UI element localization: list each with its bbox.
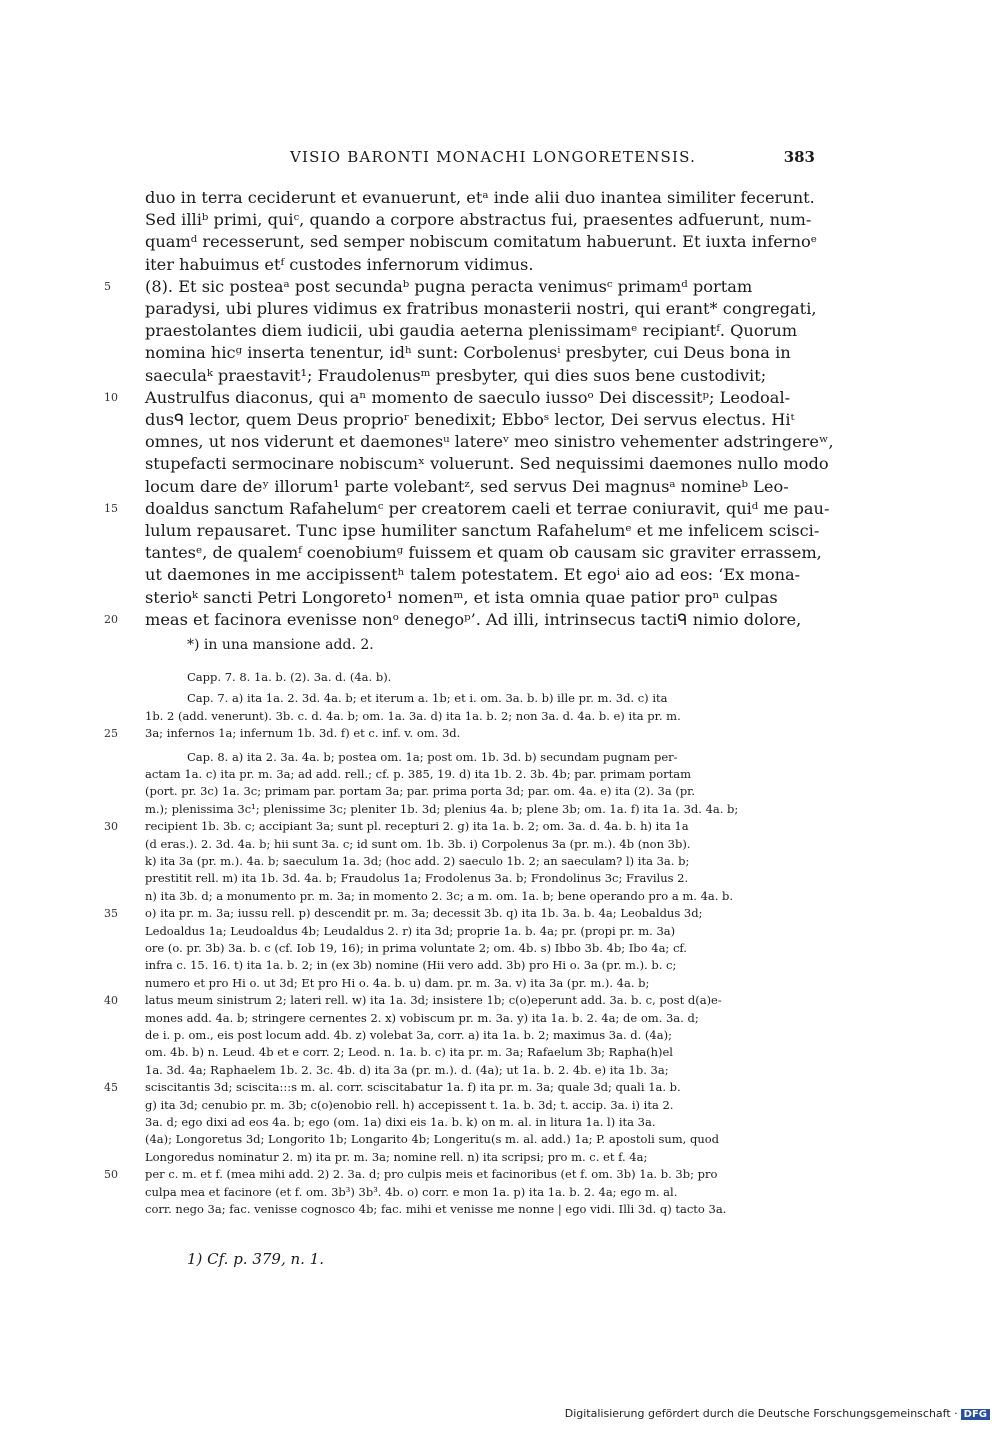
line-text: sterioᵏ sancti Petri Longoreto¹ nomenᵐ, et ista omnia quae patior proⁿ culpas (145, 587, 778, 607)
line-text: (8). Et sic posteaᵃ post secundaᵇ pugna peracta venimusᶜ primamᵈ portam (145, 276, 753, 296)
line-text: Austrulfus diaconus, qui aⁿ momento de saeculo iussoᵒ Dei discessitᵖ; Leodoal- (145, 387, 791, 407)
apparatus-text: mones add. 4a. b; stringere cernentes 2. x) vobiscum pr. m. 3a. y) ita 1a. b. 2. 4a; de om. 3a. d; (145, 1010, 699, 1025)
apparatus-text: o) ita pr. m. 3a; iussu rell. p) descendit pr. m. 3a; decessit 3b. q) ita 1b. 3a. b. 4a; Leobaldus 3d; (145, 906, 703, 921)
apparatus-text: sciscitantis 3d; sciscita:::s m. al. corr. sciscitabatur 1a. f) ita pr. m. 3a; quale 3d; quali 1a. b. (145, 1080, 681, 1095)
apparatus-text: Capp. 7. 8. 1a. b. (2). 3a. d. (4a. b). (187, 670, 392, 684)
line-number: 35 (104, 907, 118, 921)
line-text: nomina hicᵍ inserta tenentur, idʰ sunt: Corbolenusⁱ presbyter, cui Deus bona in (145, 343, 791, 363)
apparatus-text: (4a); Longoretus 3d; Longorito 1b; Longarito 4b; Longeritu(s m. al. add.) 1a; P. apostoli sum, quod (145, 1132, 720, 1147)
apparatus-text: 3a. d; ego dixi ad eos 4a. b; ego (om. 1a) dixi eis 1a. b. k) on m. al. in litura 1a. l) ita 3a. (145, 1115, 656, 1129)
apparatus-text: recipient 1b. 3b. c; accipiant 3a; sunt pl. recepturi 2. g) ita 1a. b. 2; om. 3a. d. 4a. b. h) ita 1a (145, 819, 689, 834)
line-text: praestolantes diem iudicii, ubi gaudia aeterna plenissimamᵉ recipiantᶠ. Quorum (145, 321, 798, 341)
apparatus-text: k) ita 3a (pr. m.). 4a. b; saeculum 1a. 3d; (hoc add. 2) saeculo 1b. 2; an saeculam? l) ita 3a. b; (145, 854, 690, 868)
line-text: quamᵈ recesserunt, sed semper nobiscum comitatum habuerunt. Et iuxta infernoᵉ (145, 232, 818, 252)
apparatus-text: (d eras.). 2. 3d. 4a. b; hii sunt 3a. c; id sunt om. 1b. 3b. i) Corpolenus 3a (pr. m.). 4b (non 3b). (145, 836, 691, 851)
line-number: 50 (104, 1168, 118, 1182)
apparatus-text: g) ita 3d; cenubio pr. m. 3b; c(o)enobio rell. h) accepissent t. 1a. b. 3d; t. accip. 3a. i) ita 2. (145, 1097, 674, 1112)
line-text: ut daemones in me accipissentʰ talem potestatem. Et egoⁱ aio ad eos: ‘Ex mona- (145, 565, 801, 585)
line-text: lulum repausaret. Tunc ipse humiliter sanctum Rafahelumᵉ et me infelicem scisci- (145, 521, 820, 540)
line-number: 10 (104, 390, 118, 404)
page-number: 383 (783, 148, 815, 166)
line-text: tantesᵉ, de qualemᶠ coenobiumᵍ fuissem et quam ob causam sic graviter errassem, (145, 543, 822, 563)
apparatus-text: Ledoaldus 1a; Leudoaldus 4b; Leudaldus 2. r) ita 3d; proprie 1a. b. 4a; pr. (propi pr. m. 3a) (145, 923, 676, 938)
line-text: doaldus sanctum Rafahelumᶜ per creatorem caeli et terrae coniuravit, quiᵈ me pau- (145, 498, 830, 518)
apparatus-text: 3a; infernos 1a; infernum 1b. 3d. f) et c. inf. v. om. 3d. (145, 726, 461, 741)
apparatus-text: prestitit rell. m) ita 1b. 3d. 4a. b; Fraudolus 1a; Frodolenus 3a. b; Frondolinus 3c; Fravilus 2. (145, 871, 689, 886)
line-number: 45 (104, 1081, 118, 1095)
line-text: duo in terra ceciderunt et evanuerunt, etᵃ inde alii duo inantea similiter fecerunt. (145, 188, 815, 207)
apparatus-text: actam 1a. c) ita pr. m. 3a; ad add. rell.; cf. p. 385, 19. d) ita 1b. 2. 3b. 4b; par. primam portam (145, 767, 692, 781)
apparatus-text: 1a. 3d. 4a; Raphaelem 1b. 2. 3c. 4b. d) ita 3a (pr. m.). d. (4a); ut 1a. b. 2. 4b. e) ita 1b. 3a; (145, 1062, 669, 1077)
apparatus-text: infra c. 15. 16. t) ita 1a. b. 2; in (ex 3b) nomine (Hii vero add. 3b) pro Hi o. 3a (pr. m.). b. c; (145, 958, 677, 973)
line-number: 15 (104, 501, 118, 515)
apparatus-text: de i. p. om., eis post locum add. 4b. z) volebat 3a, corr. a) ita 1a. b. 2; maximus 3a. d. (4a); (145, 1028, 672, 1042)
apparatus-text: culpa mea et facinore (et f. om. 3b³) 3b³. 4b. o) corr. e mon 1a. p) ita 1a. b. 2. 4a; ego m. al. (145, 1184, 678, 1199)
line-text: locum dare deʸ illorum¹ parte volebantᶻ, sed servus Dei magnusᵃ nomineᵇ Leo- (145, 476, 789, 496)
footer-credit (565, 1407, 990, 1420)
line-text: paradysi, ubi plures vidimus ex fratribus monasterii nostri, qui erant* congregati, (145, 299, 817, 318)
footer-text: Digitalisierung gefördert durch die Deutsche Forschungsgemeinschaft · (564, 1407, 958, 1420)
line-number: 25 (104, 727, 118, 741)
dfg-badge: DFG (961, 1409, 990, 1420)
apparatus-text: numero et pro Hi o. ut 3d; Et pro Hi o. 4a. b. u) dam. pr. m. 3a. v) ita 3a (pr. m.). 4a. b; (145, 975, 650, 990)
document-page: VISIO BARONTI MONACHI LONGORETENSIS. 383 duo in terra ceciderunt et evanuerunt, etᵃ inde alii duo inantea similiter fecerunt. Sed illiᵇ primi, quiᶜ, quando a corpore abstractus fui, praesentes adfuerunt, num- quamᵈ recesserunt, sed semper nobiscum comitatum habuerunt. Et iuxta infernoᵉ iter habuimus etᶠ custodes infernorum vidimus. 5 (8). Et sic posteaᵃ post secundaᵇ pugna peracta venimusᶜ primamᵈ portam paradysi, ubi plures vidimus ex fratribus monasterii nostri, qui erant* congregati, praestolantes diem iudicii, ubi gaudia aeterna plenissimamᵉ recipiantᶠ. Quorum nomina hicᵍ inserta tenentur, idʰ sunt: Corbolenusⁱ presbyter, cui Deus bona in saeculaᵏ praestavit¹; Fraudolenusᵐ presbyter, qui dies suos bene custodivit; 10 Austrulfus diaconus, qui aⁿ momento de saeculo iussoᵒ Dei discessitᵖ; Leodoal- dusᑫ lector, quem Deus proprioʳ benedixit; Ebboˢ lector, Dei servus electus. Hiᵗ omnes, ut nos viderunt et daemonesᵘ latereᵛ meo sinistro vehementer adstringereʷ, stupefacti sermocinare nobiscumˣ voluerunt. Sed nequissimi daemones nullo modo locum dare deʸ illorum¹ parte volebantᶻ, sed servus Dei magnusᵃ nomineᵇ Leo- 15 doaldus sanctum Rafahelumᶜ per creatorem caeli et terrae coniuravit, quiᵈ me pau- lulum repausaret. Tunc ipse humiliter sanctum Rafahelumᵉ et me infelicem scisci- tantesᵉ, de qualemᶠ coenobiumᵍ fuissem et quam ob causam sic graviter errassem, ut daemones in me accipissentʰ talem potestatem. Et egoⁱ aio ad eos: ‘Ex mona- sterioᵏ sancti Petri Longoreto¹ nomenᵐ, et ista omnia quae patior proⁿ culpas 20 meas et facinora evenisse nonᵒ denegoᵖ’. Ad illi, intrinsecus tactiᑫ nimio dolore, *) in una mansione add. 2. Capp. 7. 8. 1a. b. (2). 3a. d. (4a. b). Cap. 7. a) ita 1a. 2. 3d. 4a. b; et iterum a. 1b; et i. om. 3a. b. b) ille pr. m. 3d. c) ita 1b. 2 (add. venerunt). 3b. c. d. 4a. b; om. 1a. 3a. d) ita 1a. b. 2; non 3a. d. 4a. b. e) ita pr. m. 25 3a; infernos 1a; infernum 1b. 3d. f) et c. inf. v. om. 3d. Cap. 8. a) ita 2. 3a. 4a. b; postea om. 1a; post om. 1b. 3d. b) secundam pugnam per- actam 1a. c) ita pr. m. 3a; ad add. rell.; cf. p. 385, 19. d) ita 1b. 2. 3b. 4b; par. primam portam (port. pr. 3c) 1a. 3c; primam par. portam 3a; par. prima porta 3d; par. om. 4a. e) ita (2). 3a (pr. m.); plenissima 3c¹; plenissime 3c; pleniter 1b. 3d; plenius 4a. b; plene 3b; om. 1a. f) ita 1a. 3d. 4a. b; 30 recipient 1b. 3b. c; accipiant 3a; sunt pl. recepturi 2. g) ita 1a. b. 2; om. 3a. d. 4a. b. h) ita 1a (d eras.). 2. 3d. 4a. b; hii sunt 3a. c; id sunt om. 1b. 3b. i) Corpolenus 3a (pr. m.). 4b (non 3b). k) ita 3a (pr. m.). 4a. b; saeculum 1a. 3d; (hoc add. 2) saeculo 1b. 2; an saeculam? l) ita 3a. b; prestitit rell. m) ita 1b. 3d. 4a. b; Fraudolus 1a; Frodolenus 3a. b; Frondolinus 3c; Fravilus 2. n) ita 3b. d; a monumento pr. m. 3a; in momento 2. 3c; a m. om. 1a. b; bene operando pro a m. 4a. b. 35 o) ita pr. m. 3a; iussu rell. p) descendit pr. m. 3a; decessit 3b. q) ita 1b. 3a. b. 4a; Leobaldus 3d; Ledoaldus 1a; Leudoaldus 4b; Leudaldus 2. r) ita 3d; proprie 1a. b. 4a; pr. (propi pr. m. 3a) ore (o. pr. 3b) 3a. b. c (cf. Iob 19, 16); in prima voluntate 2; om. 4b. s) Ibbo 3b. 4b; Ibo 4a; cf. infra c. 15. 16. t) ita 1a. b. 2; in (ex 3b) nomine (Hii vero add. 3b) pro Hi o. 3a (pr. m.). b. c; numero et pro Hi o. ut 3d; Et pro Hi o. 4a. b. u) dam. pr. m. 3a. v) ita 3a (pr. m.). 4a. b; 40 latus meum sinistrum 2; lateri rell. w) ita 1a. 3d; insistere 1b; c(o)eperunt add. 3a. b. c, post d(a)e- mones add. 4a. b; stringere cernentes 2. x) vobiscum pr. m. 3a. y) ita 1a. b. 2. 4a; de om. 3a. d; de i. p. om., eis post locum add. 4b. z) volebat 3a, corr. a) ita 1a. b. 2; maximus 3a. d. (4a); om. 4b. b) n. Leud. 4b et e corr. 2; Leod. n. 1a. b. c) ita pr. m. 3a; Rafaelum 3b; Rapha(h)el 1a. 3d. 4a; Raphaelem 1b. 2. 3c. 4b. d) ita 3a (pr. m.). d. (4a); ut 1a. b. 2. 4b. e) ita 1b. 3a; 45 sciscitantis 3d; sciscita:::s m. al. corr. sciscitabatur 1a. f) ita pr. m. 3a; quale 3d; quali 1a. b. g) ita 3d; cenubio pr. m. 3b; c(o)enobio rell. h) accepissent t. 1a. b. 3d; t. accip. 3a. i) ita 2. 3a. d; ego dixi ad eos 4a. b; ego (om. 1a) dixi eis 1a. b. k) on m. al. in litura 1a. l) ita 3a. (4a); Longoretus 3d; Longorito 1b; Longarito 4b; Longeritu(s m. al. add.) 1a; P. apostoli sum, quod Longoredus nominatur 2. m) ita pr. m. 3a; nomine rell. n) ita scripsi; pro m. c. et f. 4a; 50 per c. m. et f. (mea mihi add. 2) 2. 3a. d; pro culpis meis et facinoribus (et f. om. 3b) 1a. b. 3b; pro culpa mea et facinore (et f. om. 3b³) 3b³. 4b. o) corr. e mon 1a. p) ita 1a. b. 2. 4a; ego m. al. corr. nego 3a; fac. venisse cognosco 4b; fac. mihi et venisse me nonne | ego vidi. Illi 3d. q) tacto 3a. 1) Cf. p. 379, n. 1. Digitalisierung gefördert durch die Deutsche Forschungsgemeinschaft · DFG (0, 0, 1000, 1434)
line-number: 40 (104, 994, 118, 1008)
apparatus-text: Cap. 8. a) ita 2. 3a. 4a. b; postea om. 1a; post om. 1b. 3d. b) secundam pugnam per- (187, 749, 678, 764)
apparatus-text: m.); plenissima 3c¹; plenissime 3c; pleniter 1b. 3d; plenius 4a. b; plene 3b; om. 1a. f) ita 1a. 3d. 4a. b; (145, 801, 739, 816)
apparatus-text: Longoredus nominatur 2. m) ita pr. m. 3a; nomine rell. n) ita scripsi; pro m. c. et f. 4a; (145, 1149, 648, 1164)
apparatus-text: per c. m. et f. (mea mihi add. 2) 2. 3a. d; pro culpis meis et facinoribus (et f. om. 3b) 1a. b. 3b; pro (145, 1167, 718, 1182)
apparatus-text: ore (o. pr. 3b) 3a. b. c (cf. Iob 19, 16); in prima voluntate 2; om. 4b. s) Ibbo 3b. 4b; Ibo 4a; cf. (145, 941, 687, 955)
running-title: VISIO BARONTI MONACHI LONGORETENSIS. (290, 148, 697, 166)
line-text: iter habuimus etᶠ custodes infernorum vidimus. (145, 254, 534, 274)
line-text: saeculaᵏ praestavit¹; Fraudolenusᵐ presbyter, qui dies suos bene custodivit; (145, 365, 767, 385)
line-text: Sed illiᵇ primi, quiᶜ, quando a corpore abstractus fui, praesentes adfuerunt, num- (145, 210, 812, 230)
line-number: 20 (104, 612, 118, 626)
line-number: 5 (104, 279, 111, 293)
apparatus-text: (port. pr. 3c) 1a. 3c; primam par. portam 3a; par. prima porta 3d; par. om. 4a. e) ita (2). 3a (pr. (145, 784, 696, 799)
footnote: 1) Cf. p. 379, n. 1. (187, 1250, 325, 1268)
line-text: meas et facinora evenisse nonᵒ denegoᵖ’. Ad illi, intrinsecus tactiᑫ nimio dolore, (145, 609, 802, 629)
line-text: dusᑫ lector, quem Deus proprioʳ benedixit; Ebboˢ lector, Dei servus electus. Hiᵗ (145, 410, 795, 429)
apparatus-text: om. 4b. b) n. Leud. 4b et e corr. 2; Leod. n. 1a. b. c) ita pr. m. 3a; Rafaelum 3b; Rapha(h)el (145, 1045, 673, 1060)
page-header (0, 148, 1000, 172)
apparatus-text: n) ita 3b. d; a monumento pr. m. 3a; in momento 2. 3c; a m. om. 1a. b; bene operando pro a m. 4a. b. (145, 888, 734, 903)
apparatus-text: corr. nego 3a; fac. venisse cognosco 4b; fac. mihi et venisse me nonne | ego vidi. Illi 3d. q) tacto 3a. (145, 1202, 727, 1216)
apparatus-text: 1b. 2 (add. venerunt). 3b. c. d. 4a. b; om. 1a. 3a. d) ita 1a. b. 2; non 3a. d. 4a. b. e) ita pr. m. (145, 708, 681, 723)
line-text: stupefacti sermocinare nobiscumˣ voluerunt. Sed nequissimi daemones nullo modo (145, 454, 829, 474)
line-text: omnes, ut nos viderunt et daemonesᵘ latereᵛ meo sinistro vehementer adstringereʷ, (145, 432, 834, 452)
apparatus-text: latus meum sinistrum 2; lateri rell. w) ita 1a. 3d; insistere 1b; c(o)eperunt add. 3a. b. c, post d(a)e- (145, 993, 722, 1008)
line-number: 30 (104, 820, 118, 834)
apparatus-text: Cap. 7. a) ita 1a. 2. 3d. 4a. b; et iterum a. 1b; et i. om. 3a. b. b) ille pr. m. 3d. c) ita (187, 691, 668, 706)
